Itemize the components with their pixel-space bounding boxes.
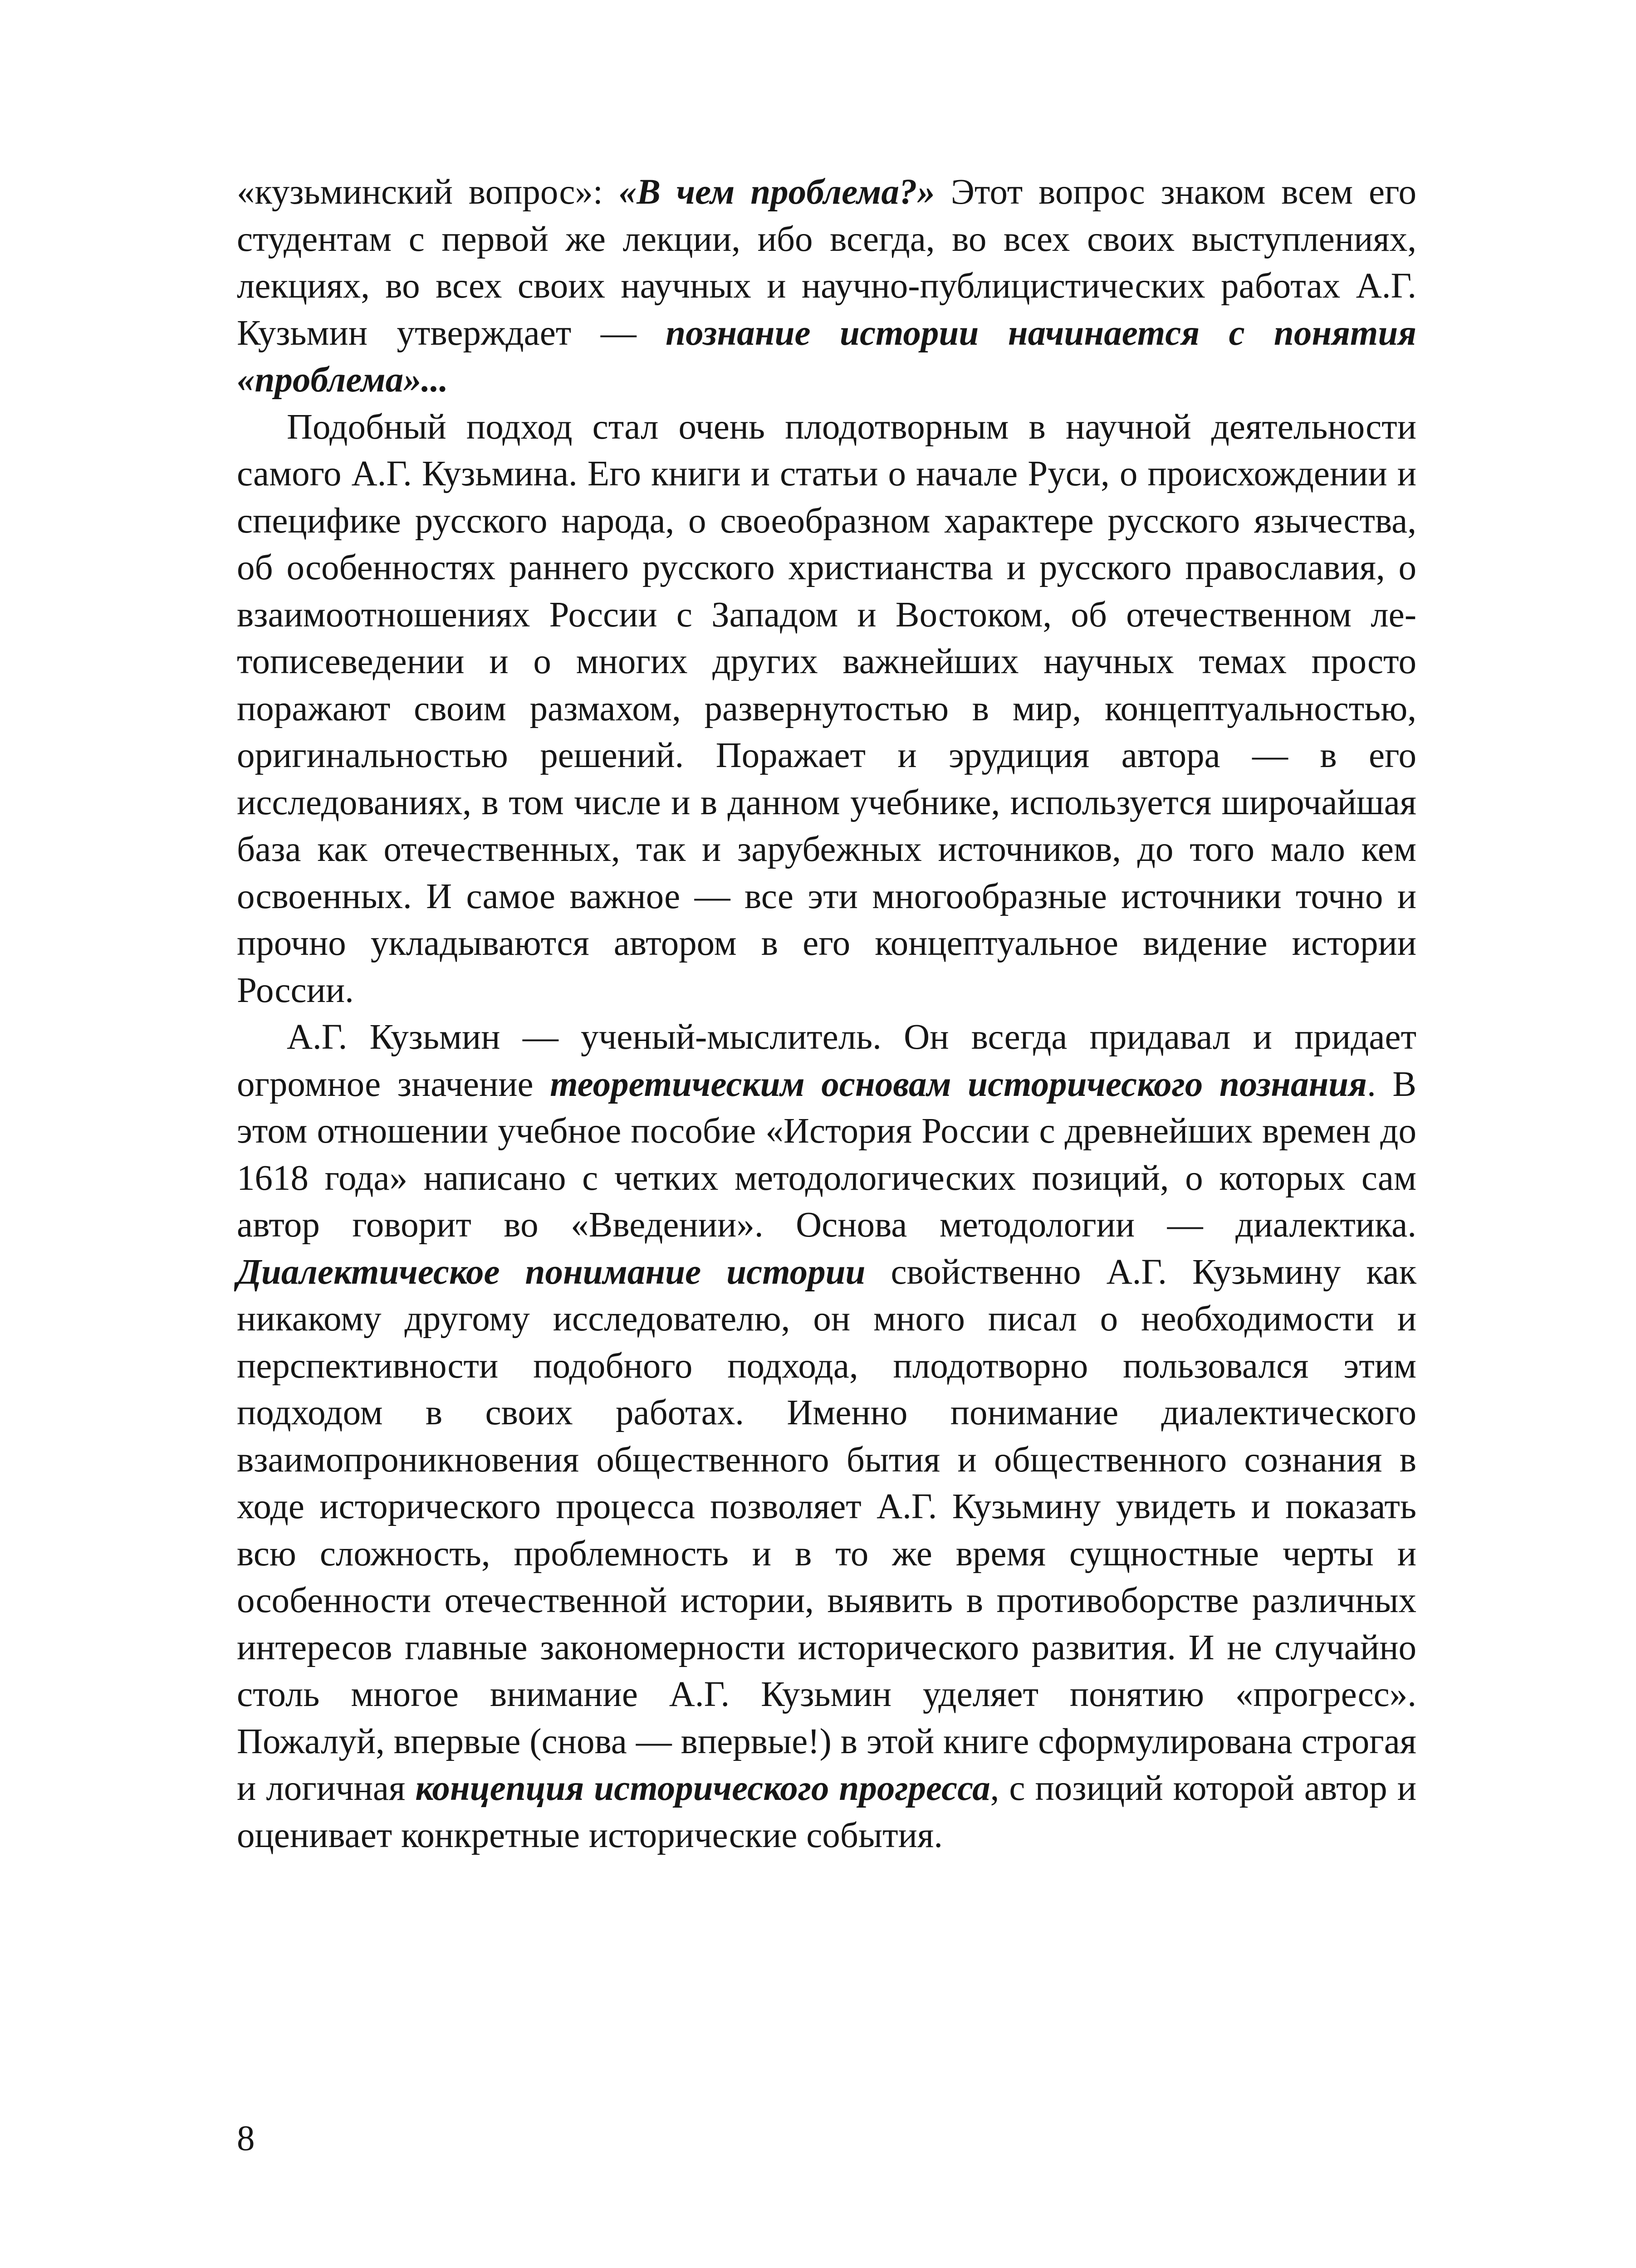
- text-run: А.Г. Кузьмин — ученый-мыслитель. Он всегда придавал и придает огромное значение: [237, 1017, 1416, 1104]
- text-run: «кузьминский вопрос»:: [237, 172, 619, 212]
- paragraph-1: [237, 169, 1416, 404]
- italic-run: концепция исторического прогресса: [415, 1769, 990, 1808]
- italic-run: теоретическим основам исторического познания: [550, 1064, 1367, 1104]
- italic-run: познание истории начинается с понятия «проблема»...: [237, 313, 1416, 400]
- text-run: свойственно А.Г. Кузьмину как никакому другому исследователю, он много писал о необходимости и перспективности подобного подхода, плодотворно пользовался этим подходом в своих работах. Именно понимание диалектического взаимопроникновения общественного бытия и общественного сознания в ходе исторического процесса позволяет А.Г. Кузьмину увидеть и показать всю сложность, проблемность и в то же время сущностные черты и особенности отечественной истории, выявить в противоборстве различных интересов главные закономерности исторического развития. И не случайно столь многое внимание А.Г. Кузьмин уделяет понятию «прогресс». Пожалуй, впервые (снова — впервые!) в этой книге сформулирована строгая и логичная: [237, 1252, 1417, 1808]
- italic-run: «В чем проблема?»: [618, 172, 935, 212]
- paragraph-3: [237, 1014, 1416, 1859]
- text-run: , с позиций которой автор и оценивает конкретные исторические события.: [237, 1769, 1416, 1855]
- paragraph-2: [237, 404, 1416, 1014]
- text-run: Подобный подход стал очень плодотворным в научной деятельности самого А.Г. Кузьмина. Его книги и статьи о начале Руси, о происхождении и специфике русского народа, о своеобразном характере русского язычества, об особенностях раннего русского христианства и русского православия, о взаимоотношениях России с Западом и Востоком, об отечественном летописеведении и о многих других важнейших научных темах просто поражают своим размахом, развернутостью в мир, концептуальностью, оригинальностью решений. Поражает и эрудиция автора — в его исследованиях, в том числе и в данном учебнике, используется широчайшая база как отечественных, так и зарубежных источников, до того мало кем освоенных. И самое важное — все эти многообразные источники точно и прочно укладываются автором в его концептуальное видение истории России.: [237, 407, 1416, 1010]
- page-number: 8: [237, 2119, 255, 2158]
- text-run: Этот вопрос знаком всем его студентам с первой же лекции, ибо всегда, во всех своих выступлениях, лекциях, во всех своих научных и научно-публицистических работах А.Г. Кузьмин утверждает —: [237, 172, 1416, 353]
- text-run: . В этом отношении учебное пособие «История России с древнейших времен до 1618 года» написано с четких методологических позиций, о которых сам автор говорит во «Введении». Основа методологии — диалектика.: [237, 1064, 1416, 1245]
- italic-run: Диалектическое понимание истории: [237, 1252, 866, 1292]
- body-text: [237, 169, 1416, 1859]
